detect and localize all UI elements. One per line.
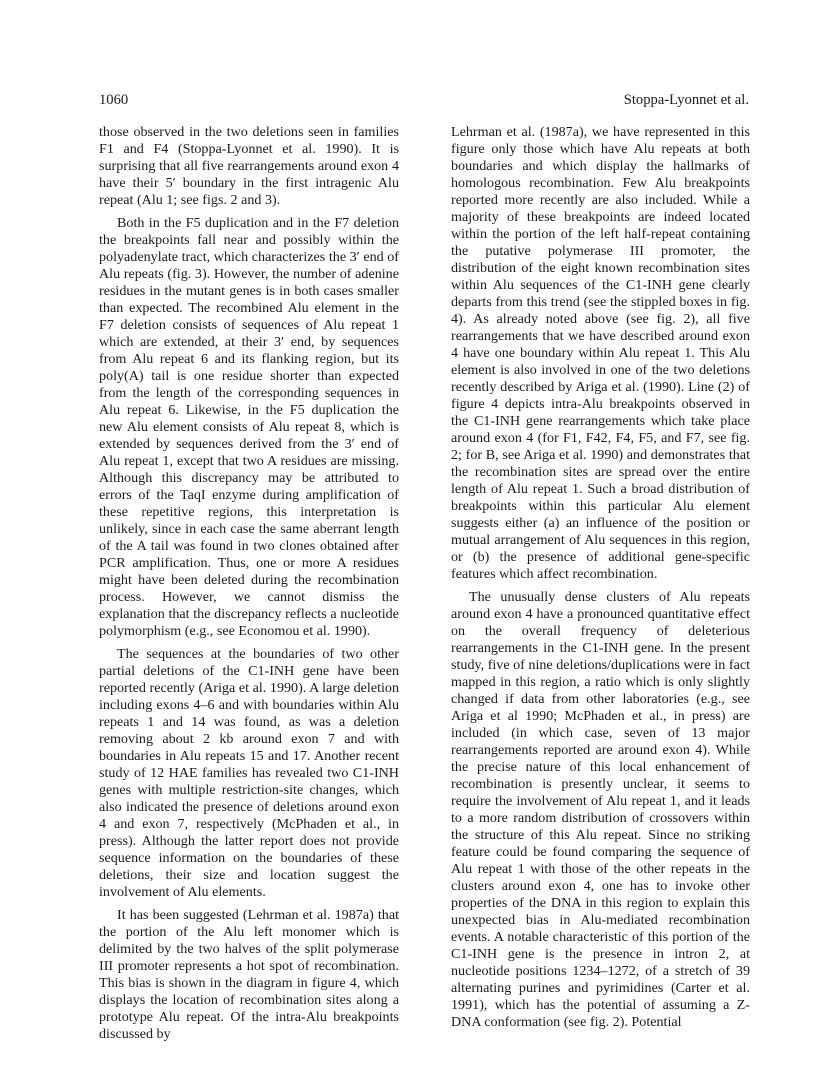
left-column [99, 124, 399, 1049]
paragraph: It has been suggested (Lehrman et al. 1987a) that the portion of the Alu left monomer which is delimited by the two halves of the split polymerase III promoter represents a hot spot of recombination. This bias is shown in the diagram in figure 4, which displays the location of recombination sites along a prototype Alu repeat. Of the intra-Alu breakpoints discussed by [99, 907, 399, 1042]
paragraph: those observed in the two deletions seen in families F1 and F4 (Stoppa-Lyonnet et al. 1990). It is surprising that all five rearrangements around exon 4 have their 5′ boundary in the first intragenic Alu repeat (Alu 1; see figs. 2 and 3). [99, 124, 399, 208]
page-header [99, 92, 749, 112]
paragraph: Both in the F5 duplication and in the F7 deletion the breakpoints fall near and possibly within the polyadenylate tract, which characterizes the 3′ end of Alu repeats (fig. 3). However, the number of adenine residues in the mutant genes is in both cases smaller than expected. The recombined Alu element in the F7 deletion consists of sequences of Alu repeat 1 which are extended, at their 3′ end, by sequences from Alu repeat 6 and its flanking region, but its poly(A) tail is one residue shorter than expected from the length of the corresponding sequences in Alu repeat 6. Likewise, in the F5 duplication the new Alu element consists of Alu repeat 8, which is extended by sequences derived from the 3′ end of Alu repeat 1, except that two A residues are missing. Although this discrepancy may be attributed to errors of the TaqI enzyme during amplification of these repetitive regions, this interpretation is unlikely, since in each case the same aberrant length of the A tail was found in two clones obtained after PCR amplification. Thus, one or more A residues might have been deleted during the recombination process. However, we cannot dismiss the explanation that the discrepancy reflects a nucleotide polymorphism (e.g., see Economou et al. 1990). [99, 215, 399, 639]
running-head: Stoppa-Lyonnet et al. [623, 92, 749, 108]
paragraph: The sequences at the boundaries of two other partial deletions of the C1-INH gene have been reported recently (Ariga et al. 1990). A large deletion including exons 4–6 and with boundaries within Alu repeats 1 and 14 was found, as was a deletion removing about 2 kb around exon 7 and with boundaries in Alu repeats 15 and 17. Another recent study of 12 HAE families has revealed two C1-INH genes with multiple restriction-site changes, which also indicated the presence of deletions around exon 4 and exon 7, respectively (McPhaden et al., in press). Although the latter report does not provide sequence information on the boundaries of these deletions, their size and location suggest the involvement of Alu elements. [99, 646, 399, 900]
right-column [451, 124, 750, 1037]
paragraph: The unusually dense clusters of Alu repeats around exon 4 have a pronounced quantitative effect on the overall frequency of deleterious rearrangements in the C1-INH gene. In the present study, five of nine deletions/duplications were in fact mapped in this region, a ratio which is only slightly changed if data from other laboratories (e.g., see Ariga et al 1990; McPhaden et al., in press) are included (in which case, seven of 13 major rearrangements reported are around exon 4). While the precise nature of this local enhancement of recombination is presently unclear, it seems to require the involvement of Alu repeat 1, and it leads to a more random distribution of crossovers within the structure of this Alu repeat. Since no striking feature could be found comparing the sequence of Alu repeat 1 with those of the other repeats in the clusters around exon 4, one has to invoke other properties of the DNA in this region to explain this unexpected bias in Alu-mediated recombination events. A notable characteristic of this portion of the C1-INH gene is the presence in intron 2, at nucleotide positions 1234–1272, of a stretch of 39 alternating purines and pyrimidines (Carter et al. 1991), which has the potential of assuming a Z-DNA conformation (see fig. 2). Potential [451, 589, 750, 1030]
page-number: 1060 [99, 92, 129, 108]
paragraph: Lehrman et al. (1987a), we have represented in this figure only those which have Alu repeats at both boundaries and which display the hallmarks of homologous recombination. Few Alu breakpoints reported more recently are also included. While a majority of these breakpoints are indeed located within the portion of the left half-repeat containing the putative polymerase III promoter, the distribution of the eight known recombination sites within Alu sequences of the C1-INH gene clearly departs from this trend (see the stippled boxes in fig. 4). As already noted above (see fig. 2), all five rearrangements that we have described around exon 4 have one boundary within Alu repeat 1. This Alu element is also involved in one of the two deletions recently described by Ariga et al. (1990). Line (2) of figure 4 depicts intra-Alu breakpoints observed in the C1-INH gene rearrangements which take place around exon 4 (for F1, F42, F4, F5, and F7, see fig. 2; for B, see Ariga et al. 1990) and demonstrates that the recombination sites are spread over the entire length of Alu repeat 1. Such a broad distribution of breakpoints within this particular Alu element suggests either (a) an influence of the position or mutual arrangement of Alu sequences in this region, or (b) the presence of additional gene-specific features which affect recombination. [451, 124, 750, 582]
